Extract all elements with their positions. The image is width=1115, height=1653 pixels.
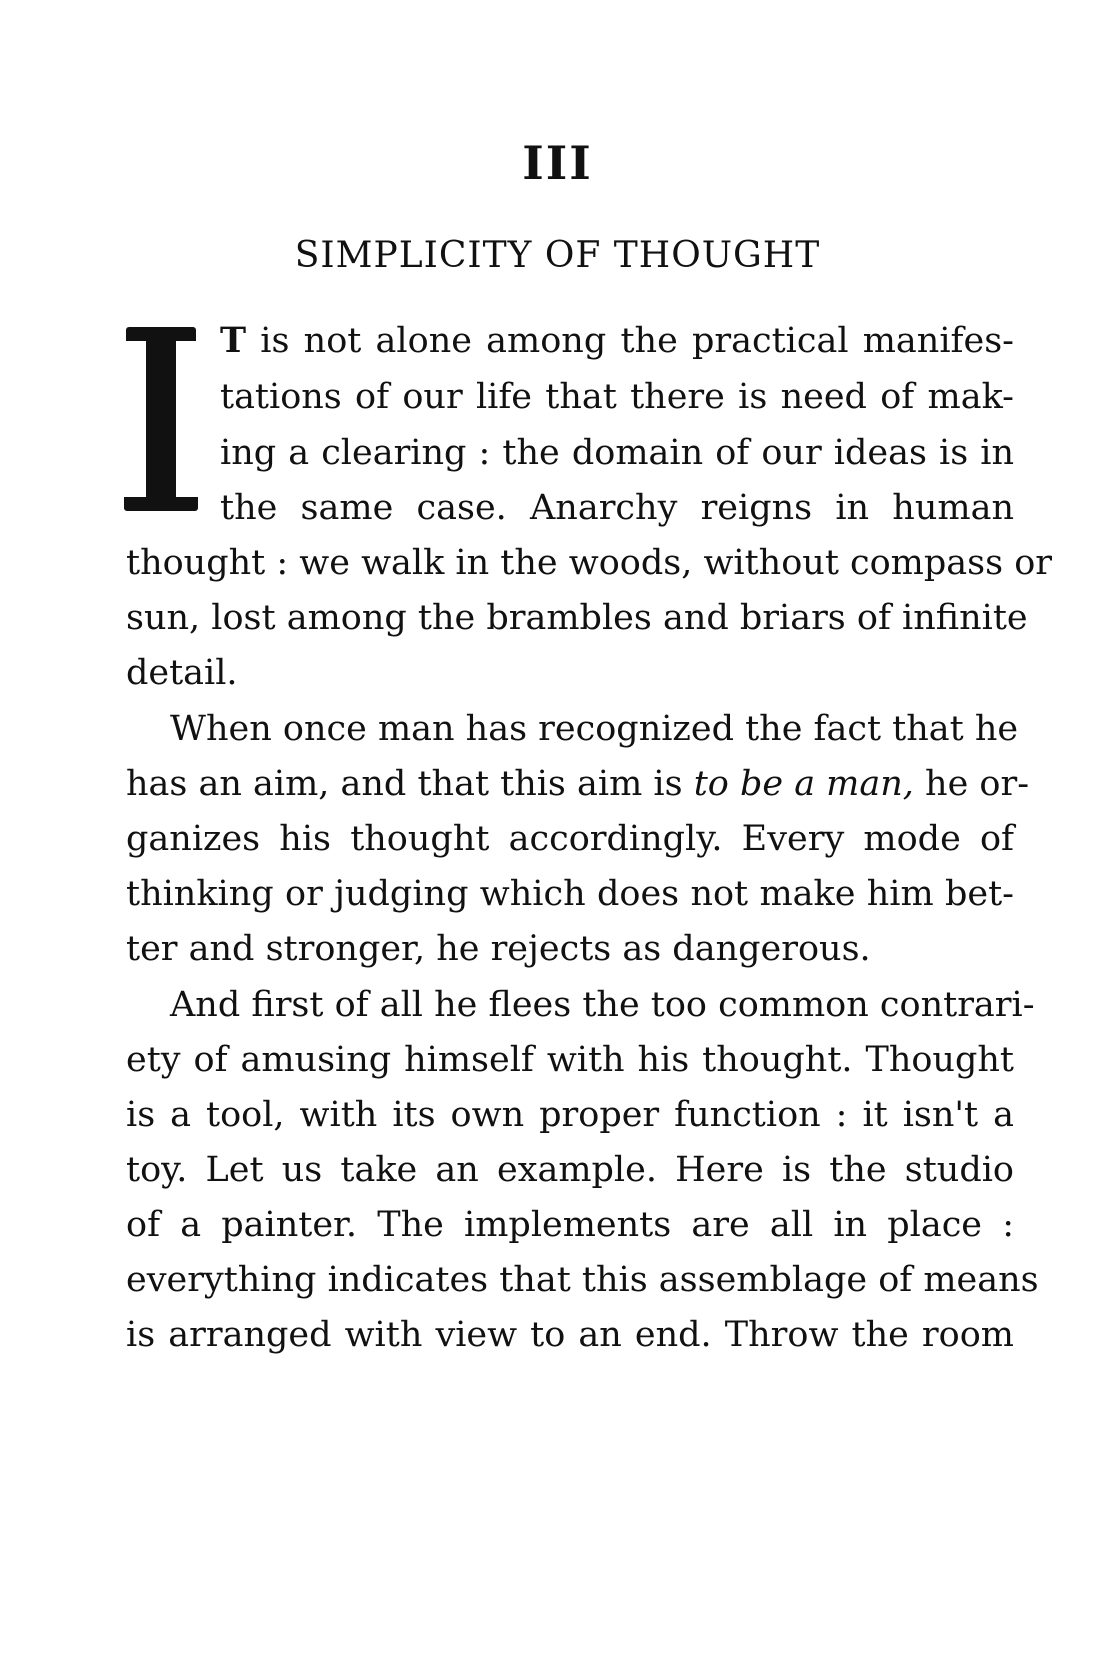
chapter-title: SIMPLICITY OF THOUGHT xyxy=(294,235,821,276)
drop-cap-letter xyxy=(124,321,125,322)
paragraph-1-line-3: ing a clearing : the domain of our ideas is in xyxy=(220,433,1014,473)
paragraph-2-line-1: When once man has recognized the fact that he xyxy=(170,709,1019,749)
paragraph-2-line-5: ter and stronger, he rejects as dangerous. xyxy=(126,929,871,969)
italic-phrase: to be a man, xyxy=(693,764,914,804)
paragraph-1-line-5: thought : we walk in the woods, without compass or xyxy=(126,543,1052,583)
paragraph-3-line-7: is arranged with view to an end. Throw the room xyxy=(126,1315,1014,1355)
paragraph-1-line-6: sun, lost among the brambles and briars of infinite xyxy=(126,598,1028,638)
paragraph-2-line-3: ganizes his thought accordingly. Every mode of xyxy=(126,819,1014,859)
paragraph-3-line-4: toy. Let us take an example. Here is the studio xyxy=(126,1150,1014,1190)
paragraph-3-line-1: And first of all he flees the too common contrari- xyxy=(170,985,1035,1025)
chapter-number: III xyxy=(522,136,593,190)
paragraph-1-line-4: the same case. Anarchy reigns in human xyxy=(220,488,1014,528)
paragraph-1-line-7: detail. xyxy=(126,653,238,693)
drop-cap xyxy=(124,321,200,516)
paragraph-3-line-5: of a painter. The implements are all in place : xyxy=(126,1205,1014,1245)
paragraph-3-line-6: everything indicates that this assemblage of means xyxy=(126,1260,1039,1300)
paragraph-2-line-2: has an aim, and that this aim is to be a man, he or- xyxy=(126,764,1030,804)
paragraph-3-line-2: ety of amusing himself with his thought. Thought xyxy=(126,1040,1014,1080)
lead-word: T xyxy=(220,320,247,361)
paragraph-2-line-4: thinking or judging which does not make him bet- xyxy=(126,874,1014,914)
paragraph-1-line-1: T is not alone among the practical manifes- xyxy=(220,320,1014,361)
paragraph-1-line-2: tations of our life that there is need of mak- xyxy=(220,377,1014,417)
paragraph-3-line-3: is a tool, with its own proper function : it isn't a xyxy=(126,1095,1014,1135)
